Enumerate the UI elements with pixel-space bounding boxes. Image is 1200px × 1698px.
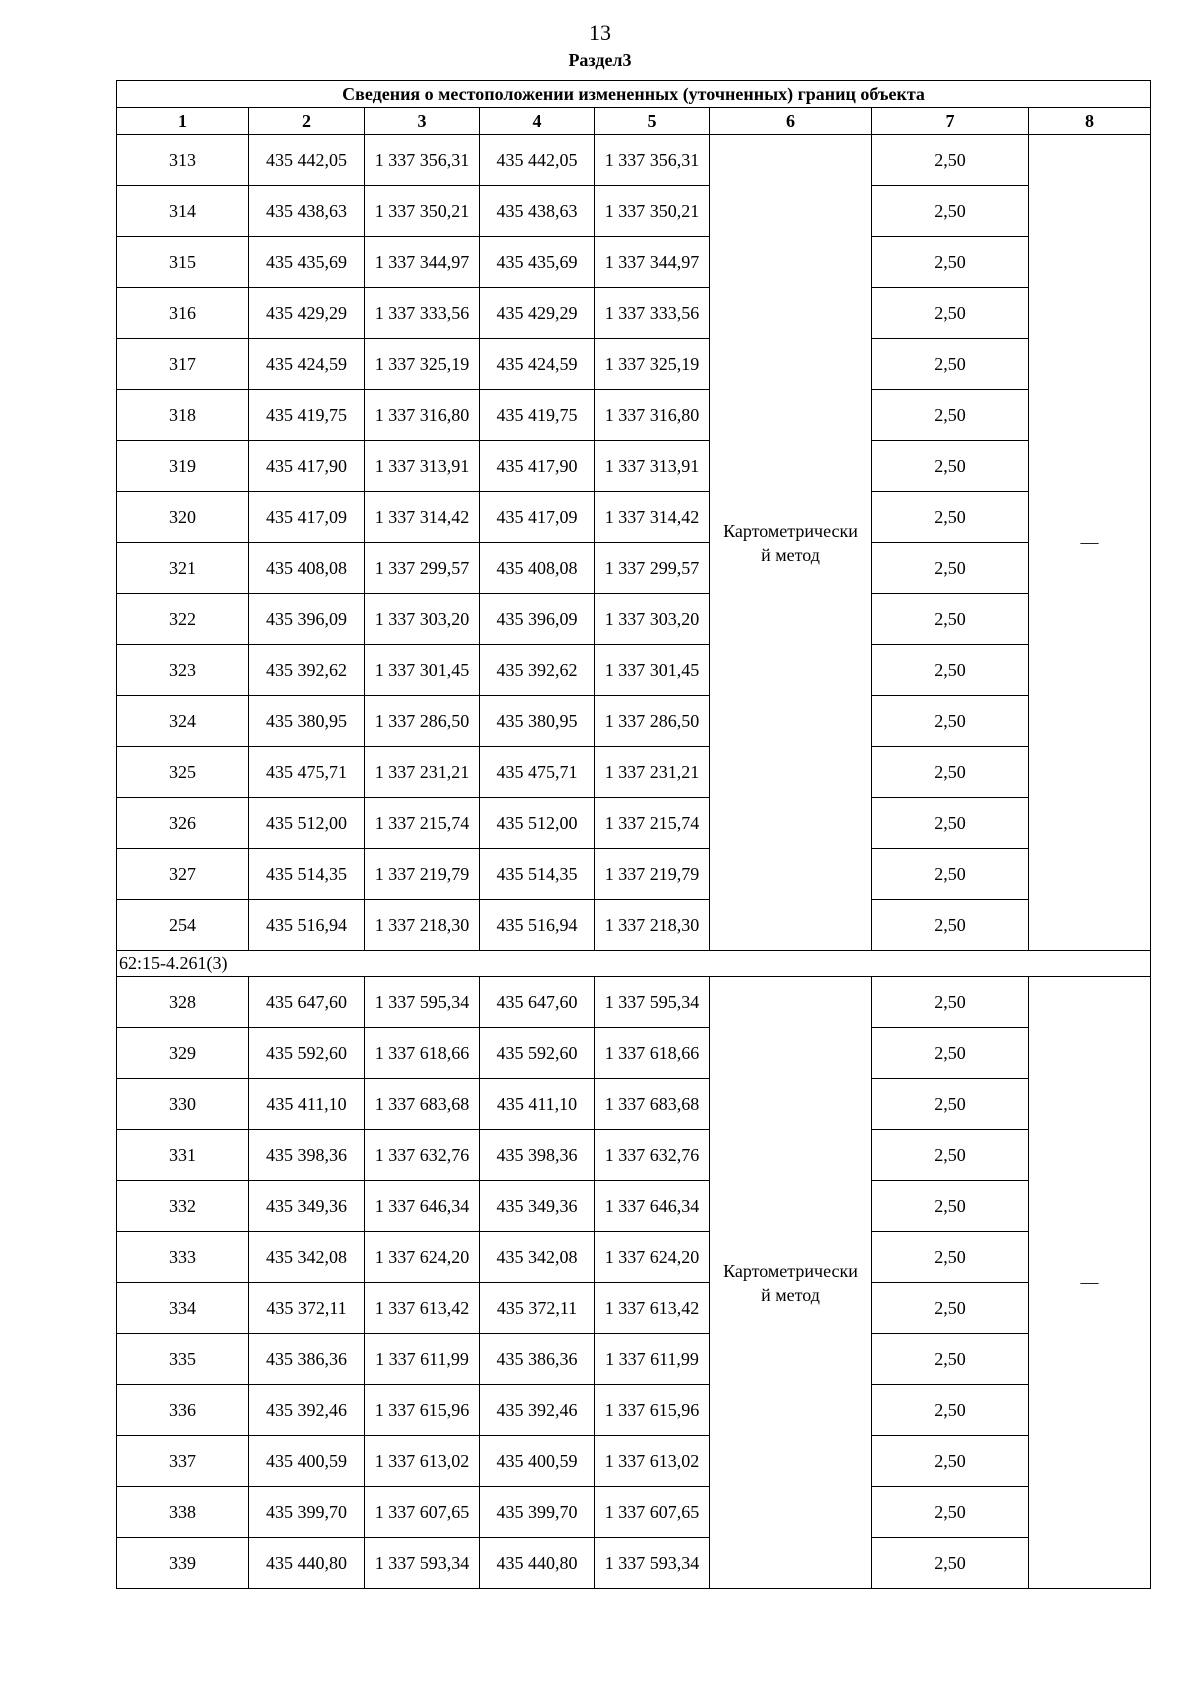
y-old-cell: 1 337 595,34 (365, 977, 480, 1028)
accuracy-cell: 2,50 (872, 977, 1029, 1028)
table-row (117, 900, 1151, 951)
point-number-cell: 324 (117, 696, 249, 747)
x-new-cell: 435 647,60 (480, 977, 595, 1028)
x-old-cell: 435 398,36 (249, 1130, 365, 1181)
y-old-cell: 1 337 607,65 (365, 1487, 480, 1538)
description-cell: — (1029, 977, 1151, 1589)
accuracy-cell: 2,50 (872, 288, 1029, 339)
accuracy-cell: 2,50 (872, 1232, 1029, 1283)
accuracy-cell: 2,50 (872, 1334, 1029, 1385)
point-number-cell: 322 (117, 594, 249, 645)
accuracy-cell: 2,50 (872, 900, 1029, 951)
x-old-cell: 435 435,69 (249, 237, 365, 288)
y-old-cell: 1 337 344,97 (365, 237, 480, 288)
table-row (117, 798, 1151, 849)
x-old-cell: 435 386,36 (249, 1334, 365, 1385)
table-row (117, 645, 1151, 696)
accuracy-cell: 2,50 (872, 1130, 1029, 1181)
x-new-cell: 435 417,09 (480, 492, 595, 543)
x-old-cell: 435 400,59 (249, 1436, 365, 1487)
x-old-cell: 435 396,09 (249, 594, 365, 645)
point-number-cell: 326 (117, 798, 249, 849)
accuracy-cell: 2,50 (872, 696, 1029, 747)
column-header: 8 (1029, 108, 1151, 135)
column-header: 6 (710, 108, 872, 135)
y-new-cell: 1 337 613,42 (595, 1283, 710, 1334)
point-number-cell: 316 (117, 288, 249, 339)
column-header: 7 (872, 108, 1029, 135)
point-number-cell: 318 (117, 390, 249, 441)
point-number-cell: 313 (117, 135, 249, 186)
method-text-line1: Картометрически (723, 1260, 858, 1281)
x-old-cell: 435 342,08 (249, 1232, 365, 1283)
table-row (117, 339, 1151, 390)
accuracy-cell: 2,50 (872, 237, 1029, 288)
point-number-cell: 319 (117, 441, 249, 492)
y-old-cell: 1 337 624,20 (365, 1232, 480, 1283)
accuracy-cell: 2,50 (872, 594, 1029, 645)
y-old-cell: 1 337 613,02 (365, 1436, 480, 1487)
table-row (117, 1181, 1151, 1232)
x-new-cell: 435 429,29 (480, 288, 595, 339)
page-number: 13 (589, 20, 611, 45)
x-old-cell: 435 442,05 (249, 135, 365, 186)
group-label-row (117, 951, 1151, 977)
group-label: 62:15-4.261(3) (117, 951, 1151, 977)
point-number-cell: 331 (117, 1130, 249, 1181)
accuracy-cell: 2,50 (872, 186, 1029, 237)
y-new-cell: 1 337 618,66 (595, 1028, 710, 1079)
x-new-cell: 435 380,95 (480, 696, 595, 747)
point-number-cell: 330 (117, 1079, 249, 1130)
point-number-cell: 335 (117, 1334, 249, 1385)
y-old-cell: 1 337 611,99 (365, 1334, 480, 1385)
point-number-cell: 325 (117, 747, 249, 798)
x-old-cell: 435 512,00 (249, 798, 365, 849)
method-cell (710, 135, 872, 951)
y-new-cell: 1 337 299,57 (595, 543, 710, 594)
accuracy-cell: 2,50 (872, 1028, 1029, 1079)
y-old-cell: 1 337 303,20 (365, 594, 480, 645)
x-new-cell: 435 411,10 (480, 1079, 595, 1130)
x-old-cell: 435 408,08 (249, 543, 365, 594)
x-old-cell: 435 516,94 (249, 900, 365, 951)
x-old-cell: 435 372,11 (249, 1283, 365, 1334)
x-old-cell: 435 592,60 (249, 1028, 365, 1079)
table-row (117, 696, 1151, 747)
y-old-cell: 1 337 313,91 (365, 441, 480, 492)
point-number-cell: 338 (117, 1487, 249, 1538)
x-old-cell: 435 475,71 (249, 747, 365, 798)
y-new-cell: 1 337 316,80 (595, 390, 710, 441)
x-old-cell: 435 429,29 (249, 288, 365, 339)
table-row (117, 543, 1151, 594)
x-old-cell: 435 440,80 (249, 1538, 365, 1589)
point-number-cell: 334 (117, 1283, 249, 1334)
table-row (117, 1538, 1151, 1589)
x-new-cell: 435 396,09 (480, 594, 595, 645)
y-new-cell: 1 337 231,21 (595, 747, 710, 798)
y-new-cell: 1 337 325,19 (595, 339, 710, 390)
method-text-line2: й метод (761, 1284, 820, 1305)
point-number-cell: 339 (117, 1538, 249, 1589)
y-new-cell: 1 337 632,76 (595, 1130, 710, 1181)
point-number-cell: 323 (117, 645, 249, 696)
y-old-cell: 1 337 646,34 (365, 1181, 480, 1232)
table-row (117, 849, 1151, 900)
x-new-cell: 435 514,35 (480, 849, 595, 900)
y-old-cell: 1 337 618,66 (365, 1028, 480, 1079)
point-number-cell: 320 (117, 492, 249, 543)
table-row (117, 1130, 1151, 1181)
method-cell (710, 977, 872, 1589)
y-new-cell: 1 337 595,34 (595, 977, 710, 1028)
x-old-cell: 435 392,62 (249, 645, 365, 696)
section-title: Раздел3 (568, 50, 632, 70)
accuracy-cell: 2,50 (872, 441, 1029, 492)
x-old-cell: 435 419,75 (249, 390, 365, 441)
accuracy-cell: 2,50 (872, 1538, 1029, 1589)
point-number-cell: 336 (117, 1385, 249, 1436)
column-header: 3 (365, 108, 480, 135)
y-old-cell: 1 337 316,80 (365, 390, 480, 441)
table-row (117, 390, 1151, 441)
table-body (117, 81, 1151, 1589)
x-new-cell: 435 440,80 (480, 1538, 595, 1589)
x-old-cell: 435 514,35 (249, 849, 365, 900)
point-number-cell: 333 (117, 1232, 249, 1283)
table-row (117, 492, 1151, 543)
x-old-cell: 435 647,60 (249, 977, 365, 1028)
accuracy-cell: 2,50 (872, 390, 1029, 441)
x-new-cell: 435 398,36 (480, 1130, 595, 1181)
y-old-cell: 1 337 683,68 (365, 1079, 480, 1130)
y-old-cell: 1 337 231,21 (365, 747, 480, 798)
y-new-cell: 1 337 215,74 (595, 798, 710, 849)
accuracy-cell: 2,50 (872, 1385, 1029, 1436)
table-row (117, 1283, 1151, 1334)
point-number-cell: 327 (117, 849, 249, 900)
point-number-cell: 254 (117, 900, 249, 951)
y-new-cell: 1 337 356,31 (595, 135, 710, 186)
x-new-cell: 435 349,36 (480, 1181, 595, 1232)
x-old-cell: 435 438,63 (249, 186, 365, 237)
x-old-cell: 435 349,36 (249, 1181, 365, 1232)
y-old-cell: 1 337 333,56 (365, 288, 480, 339)
y-new-cell: 1 337 593,34 (595, 1538, 710, 1589)
y-old-cell: 1 337 299,57 (365, 543, 480, 594)
y-new-cell: 1 337 314,42 (595, 492, 710, 543)
table-header-row (117, 108, 1151, 135)
table-title: Сведения о местоположении измененных (уточненных) границ объекта (117, 81, 1151, 108)
y-old-cell: 1 337 314,42 (365, 492, 480, 543)
table-row (117, 237, 1151, 288)
x-new-cell: 435 512,00 (480, 798, 595, 849)
accuracy-cell: 2,50 (872, 747, 1029, 798)
table-row (117, 1385, 1151, 1436)
x-new-cell: 435 372,11 (480, 1283, 595, 1334)
accuracy-cell: 2,50 (872, 1283, 1029, 1334)
point-number-cell: 317 (117, 339, 249, 390)
y-old-cell: 1 337 286,50 (365, 696, 480, 747)
table-row (117, 1028, 1151, 1079)
x-new-cell: 435 475,71 (480, 747, 595, 798)
column-header: 2 (249, 108, 365, 135)
y-old-cell: 1 337 301,45 (365, 645, 480, 696)
table-row (117, 977, 1151, 1028)
x-old-cell: 435 380,95 (249, 696, 365, 747)
x-old-cell: 435 417,90 (249, 441, 365, 492)
table-row (117, 1334, 1151, 1385)
y-new-cell: 1 337 219,79 (595, 849, 710, 900)
x-old-cell: 435 424,59 (249, 339, 365, 390)
table-row (117, 135, 1151, 186)
y-new-cell: 1 337 607,65 (595, 1487, 710, 1538)
accuracy-cell: 2,50 (872, 543, 1029, 594)
x-new-cell: 435 438,63 (480, 186, 595, 237)
table-row (117, 594, 1151, 645)
accuracy-cell: 2,50 (872, 1079, 1029, 1130)
x-new-cell: 435 392,46 (480, 1385, 595, 1436)
point-number-cell: 337 (117, 1436, 249, 1487)
x-new-cell: 435 419,75 (480, 390, 595, 441)
y-old-cell: 1 337 350,21 (365, 186, 480, 237)
table-title-row (117, 81, 1151, 108)
y-new-cell: 1 337 350,21 (595, 186, 710, 237)
table-row (117, 1487, 1151, 1538)
column-header: 1 (117, 108, 249, 135)
accuracy-cell: 2,50 (872, 1436, 1029, 1487)
y-old-cell: 1 337 632,76 (365, 1130, 480, 1181)
y-new-cell: 1 337 286,50 (595, 696, 710, 747)
method-text-line2: й метод (761, 544, 820, 565)
y-new-cell: 1 337 611,99 (595, 1334, 710, 1385)
x-new-cell: 435 408,08 (480, 543, 595, 594)
y-new-cell: 1 337 344,97 (595, 237, 710, 288)
x-new-cell: 435 400,59 (480, 1436, 595, 1487)
point-number-cell: 328 (117, 977, 249, 1028)
y-new-cell: 1 337 301,45 (595, 645, 710, 696)
x-new-cell: 435 399,70 (480, 1487, 595, 1538)
table-row (117, 1232, 1151, 1283)
x-new-cell: 435 424,59 (480, 339, 595, 390)
description-cell: — (1029, 135, 1151, 951)
y-old-cell: 1 337 356,31 (365, 135, 480, 186)
y-old-cell: 1 337 593,34 (365, 1538, 480, 1589)
y-old-cell: 1 337 215,74 (365, 798, 480, 849)
point-number-cell: 329 (117, 1028, 249, 1079)
x-old-cell: 435 392,46 (249, 1385, 365, 1436)
point-number-cell: 332 (117, 1181, 249, 1232)
table-row (117, 1436, 1151, 1487)
x-new-cell: 435 442,05 (480, 135, 595, 186)
y-new-cell: 1 337 313,91 (595, 441, 710, 492)
x-old-cell: 435 417,09 (249, 492, 365, 543)
y-new-cell: 1 337 613,02 (595, 1436, 710, 1487)
x-new-cell: 435 342,08 (480, 1232, 595, 1283)
coordinates-table (116, 80, 1151, 1589)
accuracy-cell: 2,50 (872, 1181, 1029, 1232)
y-new-cell: 1 337 646,34 (595, 1181, 710, 1232)
y-new-cell: 1 337 333,56 (595, 288, 710, 339)
method-text-line1: Картометрически (723, 520, 858, 541)
point-number-cell: 314 (117, 186, 249, 237)
y-old-cell: 1 337 613,42 (365, 1283, 480, 1334)
x-new-cell: 435 435,69 (480, 237, 595, 288)
y-old-cell: 1 337 219,79 (365, 849, 480, 900)
accuracy-cell: 2,50 (872, 135, 1029, 186)
accuracy-cell: 2,50 (872, 645, 1029, 696)
x-new-cell: 435 516,94 (480, 900, 595, 951)
accuracy-cell: 2,50 (872, 492, 1029, 543)
accuracy-cell: 2,50 (872, 1487, 1029, 1538)
y-old-cell: 1 337 218,30 (365, 900, 480, 951)
table-row (117, 1079, 1151, 1130)
accuracy-cell: 2,50 (872, 849, 1029, 900)
accuracy-cell: 2,50 (872, 798, 1029, 849)
table-row (117, 441, 1151, 492)
table-row (117, 186, 1151, 237)
x-old-cell: 435 399,70 (249, 1487, 365, 1538)
accuracy-cell: 2,50 (872, 339, 1029, 390)
table-row (117, 747, 1151, 798)
x-new-cell: 435 392,62 (480, 645, 595, 696)
y-new-cell: 1 337 303,20 (595, 594, 710, 645)
x-old-cell: 435 411,10 (249, 1079, 365, 1130)
point-number-cell: 321 (117, 543, 249, 594)
x-new-cell: 435 592,60 (480, 1028, 595, 1079)
point-number-cell: 315 (117, 237, 249, 288)
y-new-cell: 1 337 218,30 (595, 900, 710, 951)
y-new-cell: 1 337 683,68 (595, 1079, 710, 1130)
y-new-cell: 1 337 624,20 (595, 1232, 710, 1283)
table-row (117, 288, 1151, 339)
x-new-cell: 435 417,90 (480, 441, 595, 492)
y-old-cell: 1 337 325,19 (365, 339, 480, 390)
y-new-cell: 1 337 615,96 (595, 1385, 710, 1436)
y-old-cell: 1 337 615,96 (365, 1385, 480, 1436)
column-header: 5 (595, 108, 710, 135)
x-new-cell: 435 386,36 (480, 1334, 595, 1385)
column-header: 4 (480, 108, 595, 135)
